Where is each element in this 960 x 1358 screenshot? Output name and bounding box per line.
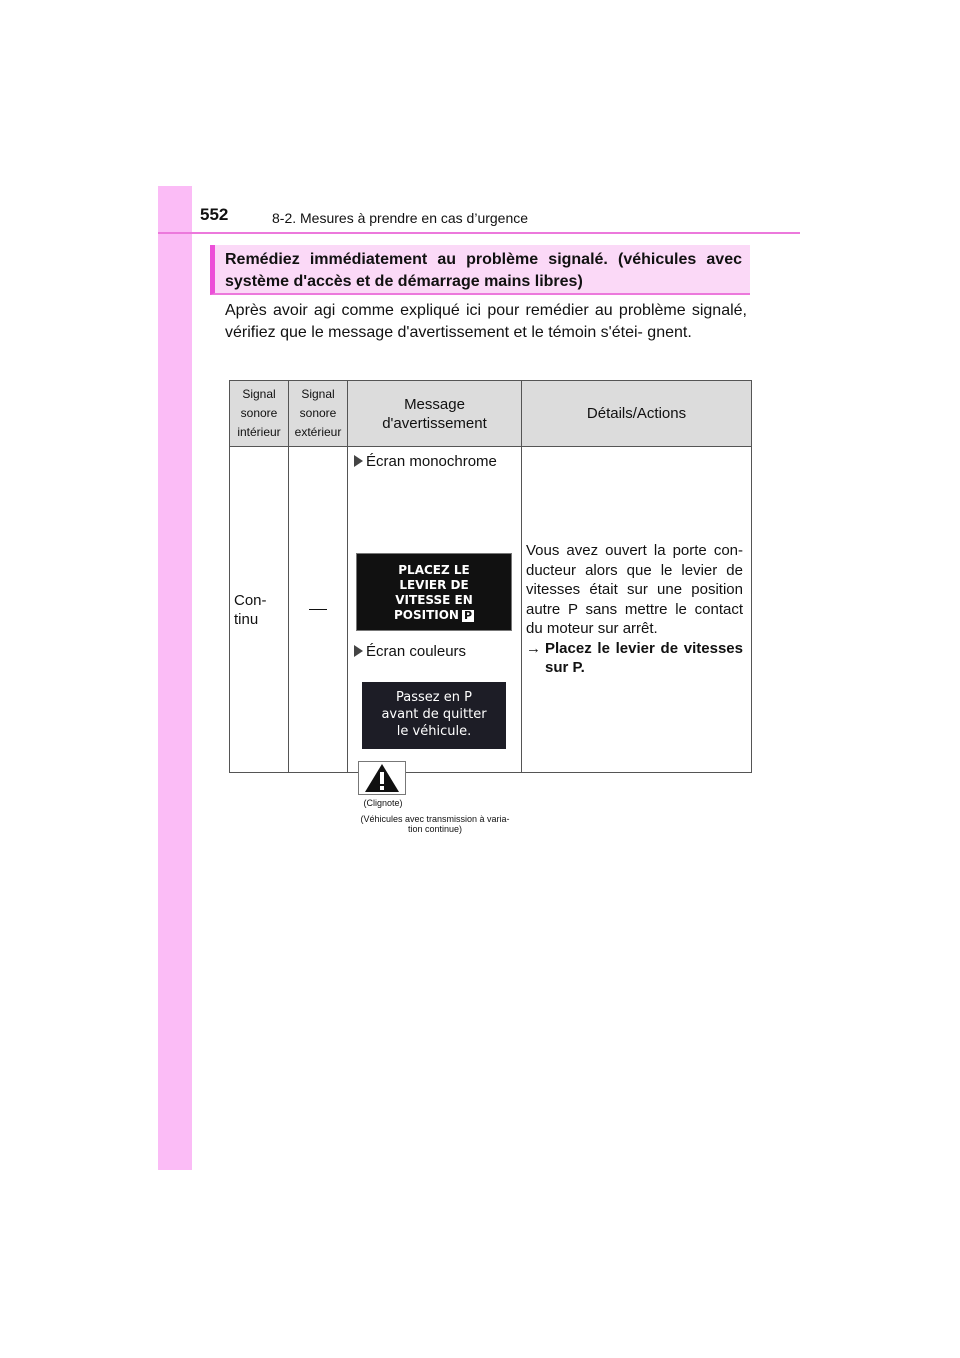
cell-message: [348, 447, 522, 834]
cell-inner-buzzer: Con- tinu: [230, 447, 289, 773]
action-text: → Placez le levier de vitesses sur P.: [526, 639, 743, 677]
callout-heading: Remédiez immédiatement au problème signalé. (véhicules avec système d'accès et de démarrage mains libres): [210, 245, 750, 295]
header-outer-buzzer: Signal sonore extérieur: [289, 381, 348, 447]
triangle-bullet-icon: [354, 455, 363, 467]
mono-label: Écran monochrome: [354, 453, 497, 470]
master-warning-icon: [364, 763, 400, 793]
dash-mark: [309, 609, 327, 610]
header-inner-buzzer: Signal sonore intérieur: [230, 381, 289, 447]
blink-note: (Clignote): [363, 798, 403, 808]
intro-paragraph: Après avoir agi comme expliqué ici pour remédier au problème signalé, vérifiez que le message d'avertissement et le témoin s'étei- gnent.: [225, 302, 747, 341]
header-message: Message d'avertissement: [348, 381, 522, 447]
arrow-right-icon: →: [526, 639, 541, 657]
section-title: 8-2. Mesures à prendre en cas d’urgence: [272, 210, 529, 226]
vehicle-note: (Véhicules avec transmission à varia- tion continue): [360, 814, 510, 834]
table-row: [230, 447, 752, 773]
header-divider: [158, 232, 800, 234]
cell-details: [522, 447, 752, 773]
details-text: Vous avez ouvert la porte con- ducteur alors que le levier de vitesses était sur une position autre P sans mettre le contact du moteur sur arrêt.: [526, 542, 743, 638]
color-label: Écran couleurs: [354, 643, 466, 660]
side-tab-bar: [158, 186, 192, 1170]
color-display-screen: Passez en P avant de quitter le véhicule.: [362, 682, 506, 749]
warning-light-box: [358, 761, 406, 795]
warning-table: [229, 380, 752, 834]
page-number: 552: [200, 205, 229, 224]
cell-outer-buzzer: [289, 447, 348, 773]
p-position-icon: P: [463, 609, 473, 622]
table-header-row: [230, 381, 752, 447]
mono-display-screen: PLACEZ LE LEVIER DE VITESSE EN POSITION P: [356, 553, 512, 631]
header-details: Détails/Actions: [522, 381, 752, 447]
triangle-bullet-icon: [354, 645, 363, 657]
